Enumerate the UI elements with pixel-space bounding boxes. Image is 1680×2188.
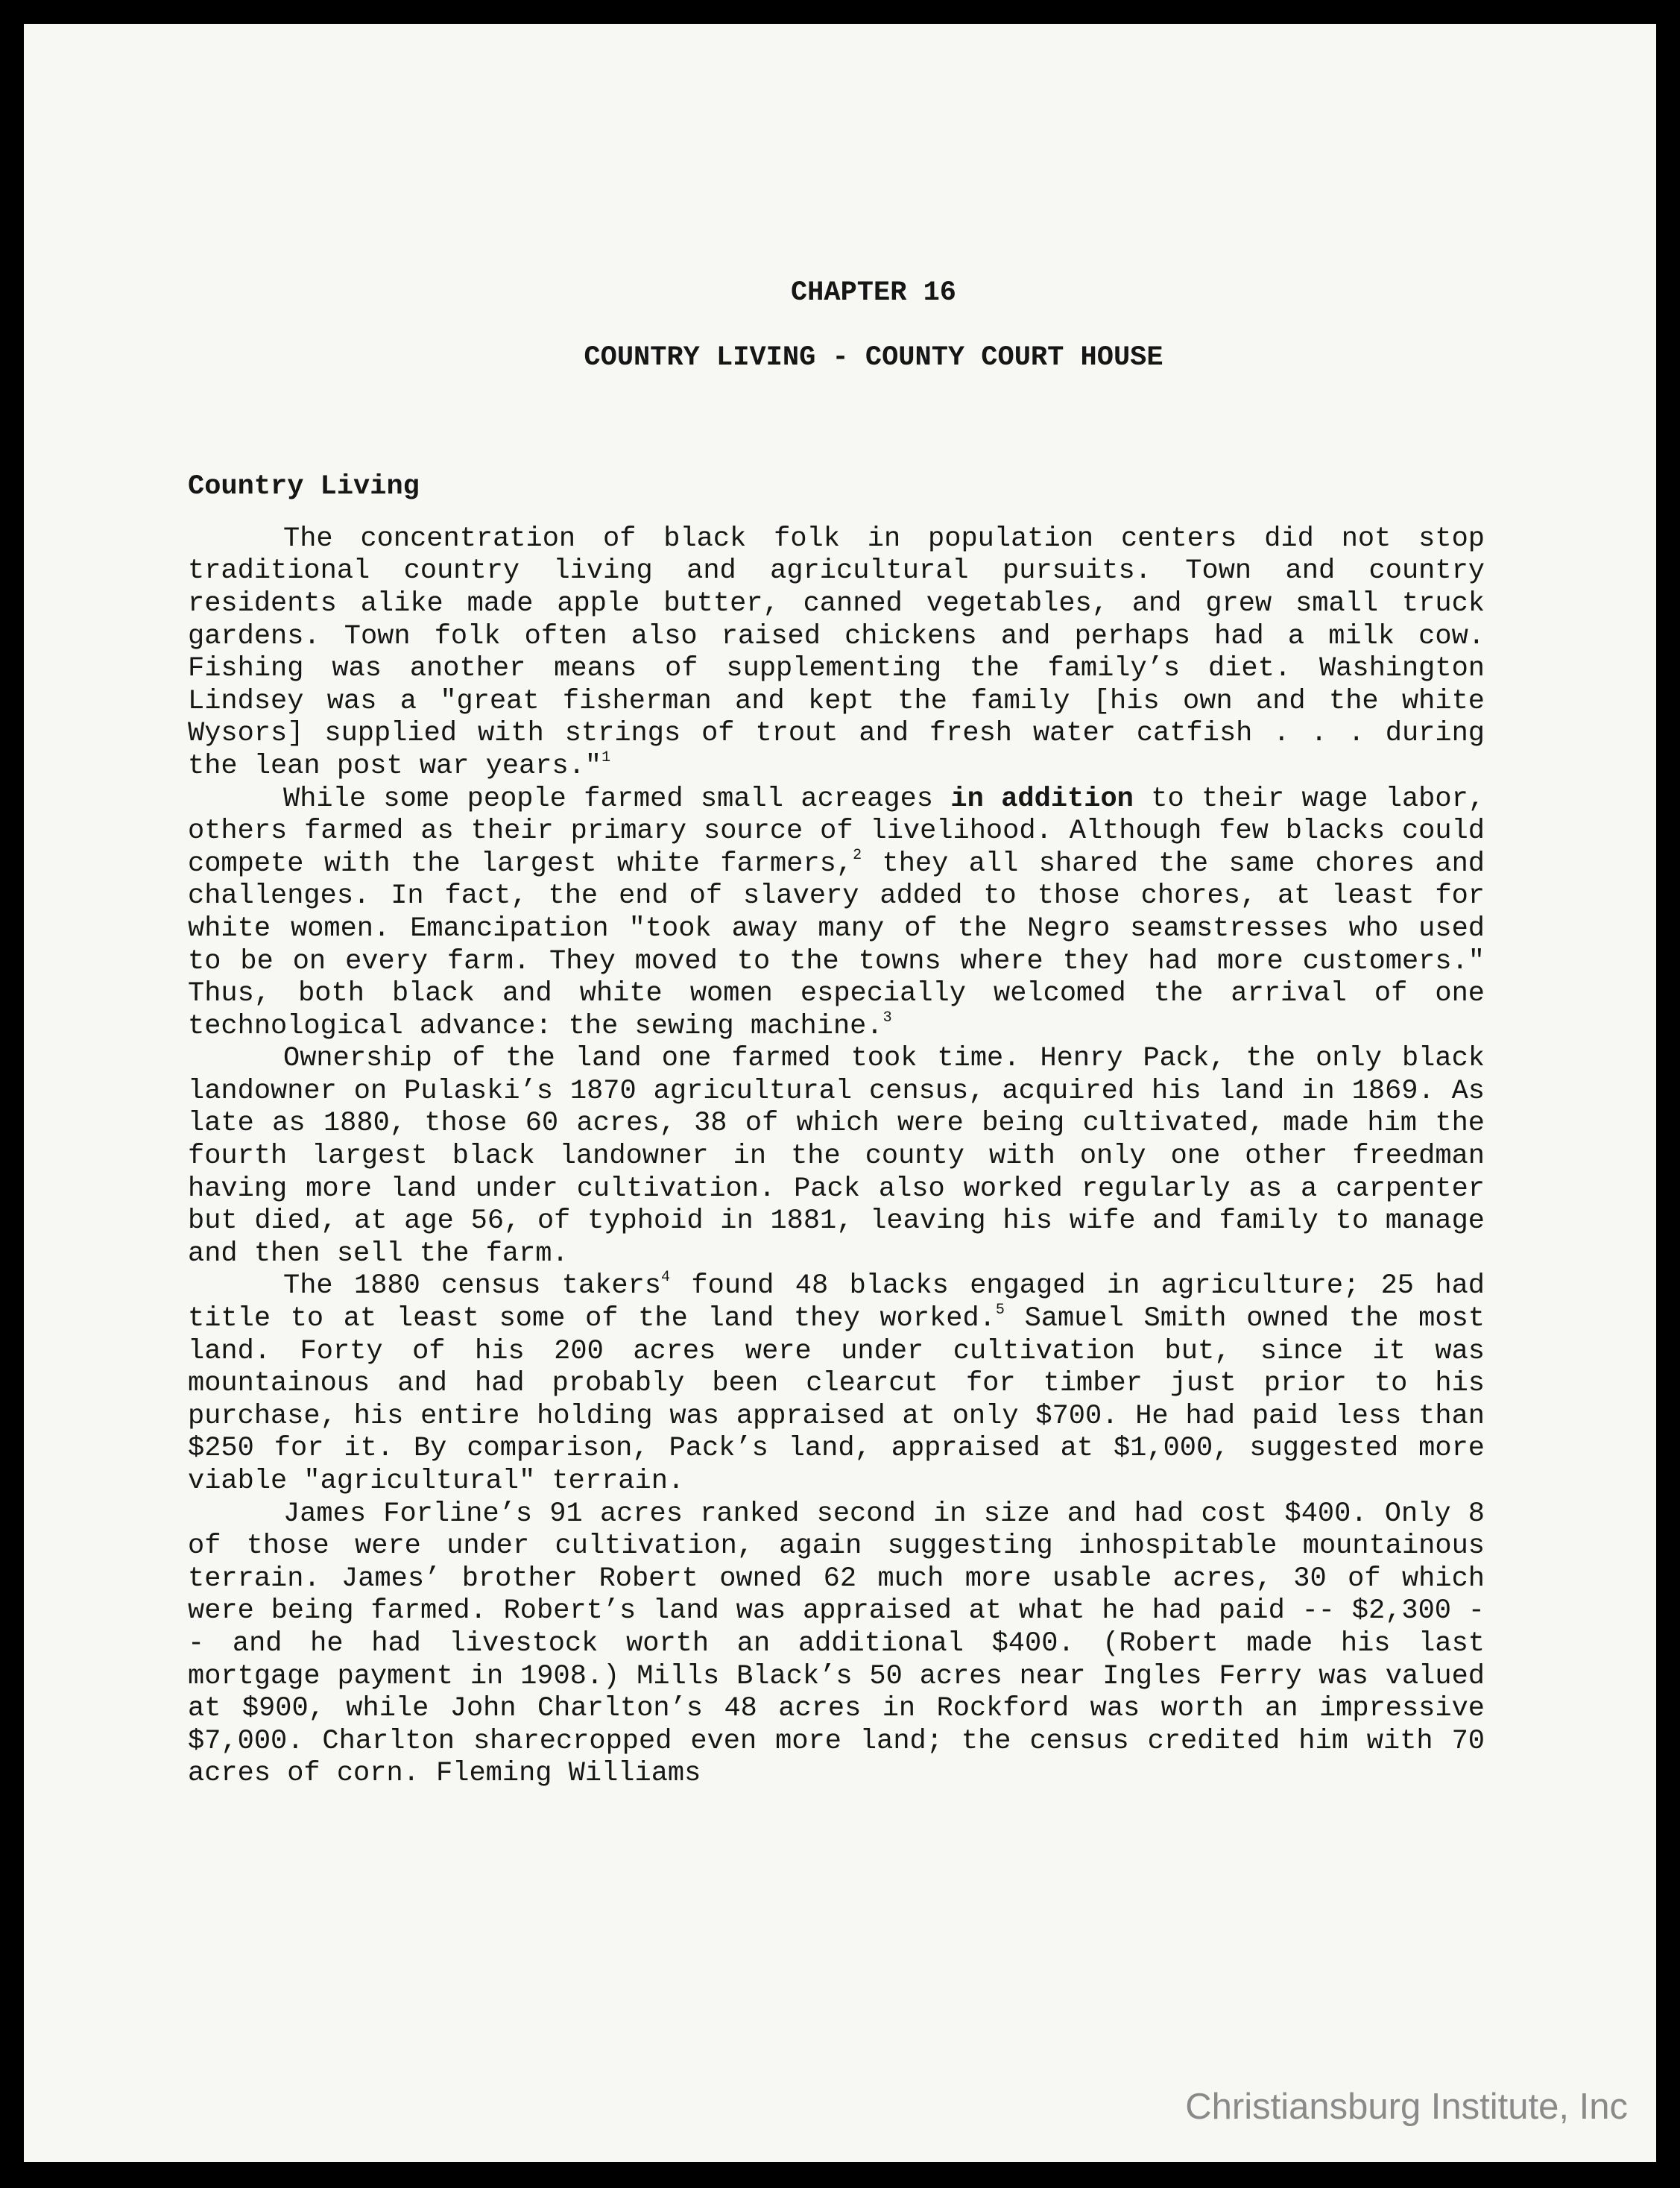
paragraph-1-text: The concentration of black folk in population centers did not stop traditional country living and agricultural pursuits. Town and country residents alike made apple butter, canned vegetables, and grew small truck gardens. Town folk often also raised chickens and perhaps had a milk cow. Fishing was another means of supplementing the family’s diet. Washington Lindsey was a "great fisherman and kept the family [his own and the white Wysors] supplied with strings of trout and fresh water catfish . . . during the lean post war years." — [188, 523, 1485, 782]
paragraph-3-text: Ownership of the land one farmed took time. Henry Pack, the only black landowner on Pulaski’s 1870 agricultural census, acquired his land in 1869. As late as 1880, those 60 acres, 38 of which were being cultivated, made him the fourth largest black landowner in the county with only one other freedman having more land under cultivation. Pack also worked regularly as a carpenter but died, at age 56, of typhoid in 1881, leaving his wife and family to manage and then sell the farm. — [188, 1043, 1485, 1270]
paragraph-1 — [188, 523, 1485, 784]
chapter-label: CHAPTER 16 — [790, 277, 957, 309]
paragraph-4-text-c: Samuel Smith owned the most land. Forty of his 200 acres were under cultivation but, since it was mountainous and had probably been clearcut for timber just prior to his purchase, his entire holding was appraised at only $700. He had paid less than $250 for it. By comparison, Pack’s land, appraised at $1,000, suggested more viable "agricultural" terrain. — [188, 1303, 1485, 1497]
paragraph-4-text-b: found 48 blacks engaged in agriculture; 25 had title to at least some of the land they worked. — [188, 1270, 1485, 1335]
paragraph-3 — [188, 1043, 1485, 1270]
paragraph-5-text: James Forline’s 91 acres ranked second in size and had cost $400. Only 8 of those were under cultivation, again suggesting inhospitable mountainous terrain. James’ brother Robert owned 62 much more usable acres, 30 of which were being farmed. Robert’s land was appraised at what he had paid -- $2,300 -- and he had livestock worth an additional $400. (Robert made his last mortgage payment in 1908.) Mills Black’s 50 acres near Ingles Ferry was valued at $900, while John Charlton’s 48 acres in Rockford was worth an impressive $7,000. Charlton sharecropped even more land; the census credited him with 70 acres of corn. Fleming Williams — [188, 1498, 1485, 1790]
footnote-ref-5: 5 — [995, 1302, 1005, 1320]
paragraph-4 — [188, 1270, 1485, 1498]
page-body — [188, 277, 1485, 1791]
paragraph-2-emphasis: in addition — [950, 783, 1134, 815]
paragraph-2-text-b: to their wage labor, others farmed as their primary source of livelihood. Although few blacks could compete with the largest white farmers, — [188, 783, 1485, 880]
footnote-ref-2: 2 — [853, 846, 862, 864]
footnote-ref-3: 3 — [882, 1009, 892, 1027]
watermark: Christiansburg Institute, Inc — [1185, 2087, 1628, 2127]
paragraph-5 — [188, 1498, 1485, 1791]
chapter-title: COUNTRY LIVING - COUNTY COURT HOUSE — [584, 341, 1163, 373]
section-heading: Country Living — [188, 471, 420, 503]
paragraph-4-text-a: The 1880 census takers — [283, 1270, 662, 1302]
paragraph-2-text-a: While some people farmed small acreages — [283, 783, 951, 815]
paper-page — [24, 24, 1656, 2162]
paragraph-2 — [188, 784, 1485, 1044]
paragraph-2-text-c: they all shared the same chores and challenges. In fact, the end of slavery added to those chores, at least for white women. Emancipation "took away many of the Negro seamstresses who used to be on every farm. They moved to the towns where they had more customers." Thus, both black and white women especially welcomed the arrival of one technological advance: the sewing machine. — [188, 848, 1485, 1042]
footnote-ref-4: 4 — [661, 1269, 671, 1287]
footnote-ref-1: 1 — [601, 748, 611, 766]
